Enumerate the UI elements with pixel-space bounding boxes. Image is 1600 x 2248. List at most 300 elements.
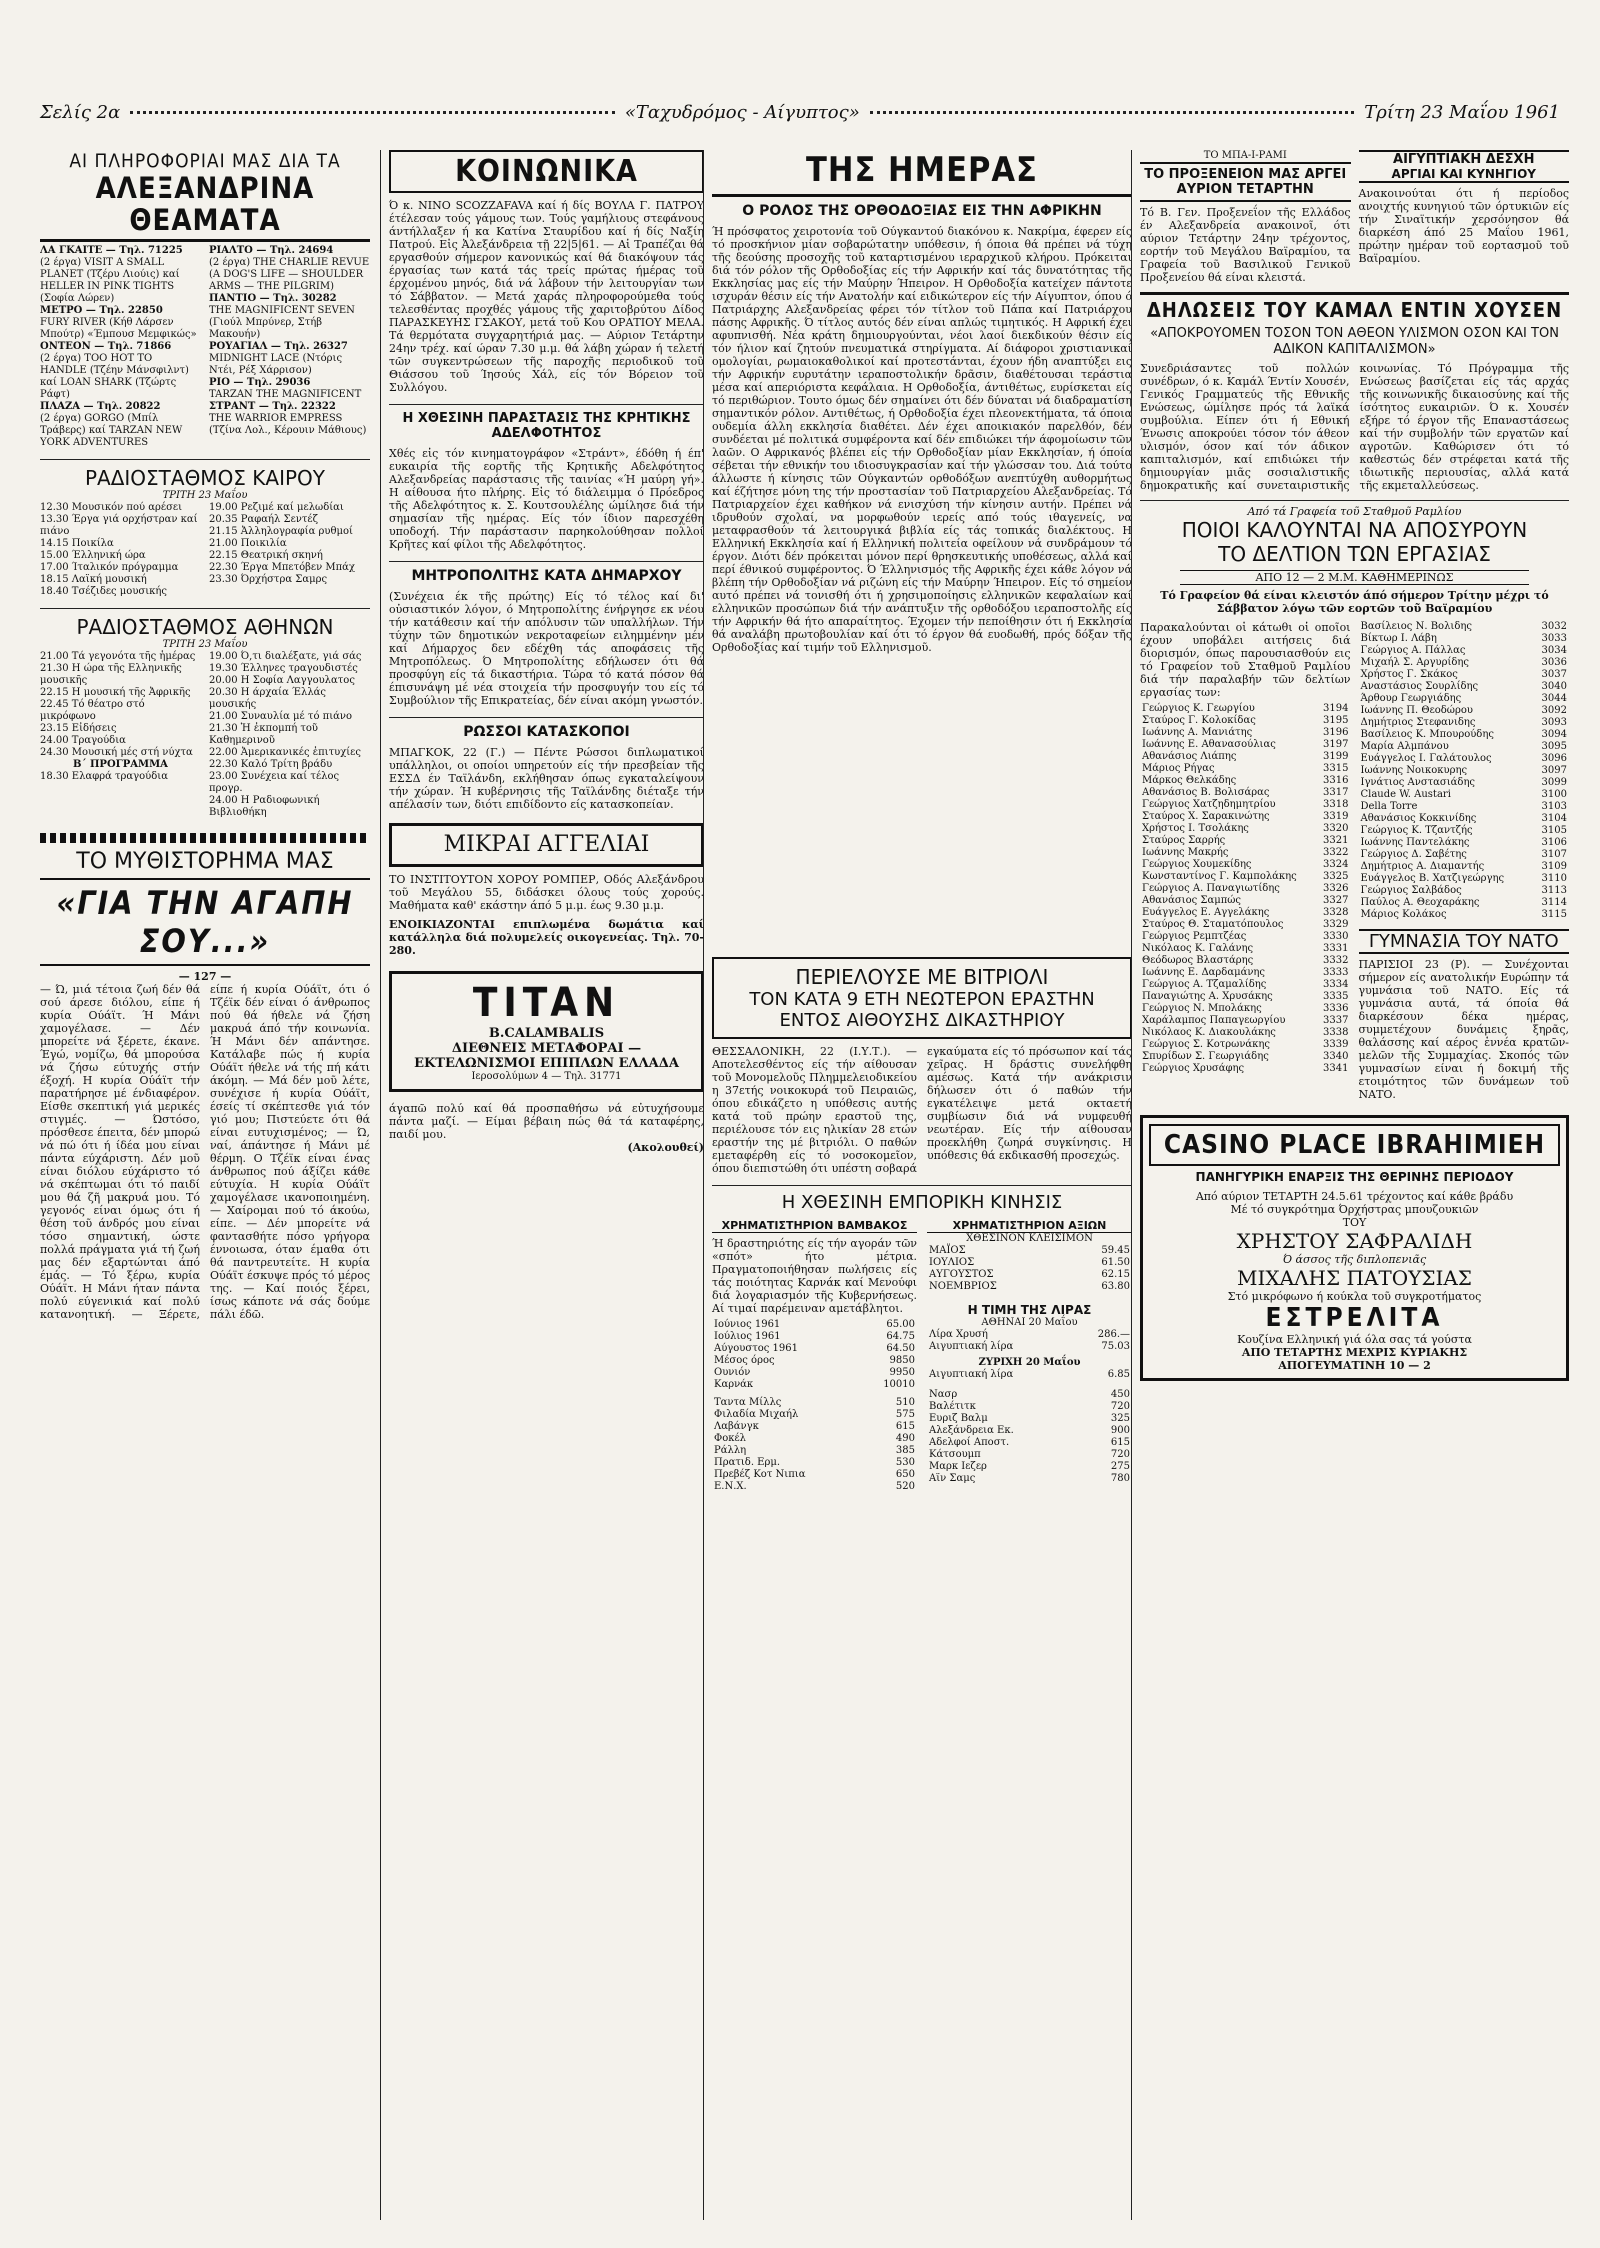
cinema-entry: (2 έργα) GORGO (Μπίλ Τράβερς) καί TARZAN NEW YORK ADVENTURES bbox=[40, 413, 183, 448]
page-number: Σελίς 2α bbox=[40, 101, 121, 123]
editorial-title: ΤΗΣ ΗΜΕΡΑΣ bbox=[712, 150, 1132, 197]
radio-slot: 14.15 Ποικίλα bbox=[40, 538, 114, 549]
number-cell: 3115 bbox=[1541, 909, 1567, 920]
cell: Ευριζ Βαλμ bbox=[929, 1413, 988, 1424]
table-row bbox=[712, 1379, 917, 1391]
cinema-entry: TARZAN THE MAGNIFICENT bbox=[209, 389, 362, 400]
table-row bbox=[1140, 943, 1351, 955]
table-row bbox=[1140, 787, 1351, 799]
name-cell: Γεώργιος Κ. Τζαντζής bbox=[1360, 825, 1473, 836]
table-row bbox=[712, 1355, 917, 1367]
novel-continued: (Ακολουθεί) bbox=[627, 1141, 704, 1154]
name-cell: Δημήτριος Α. Διαμαντής bbox=[1360, 861, 1485, 872]
sunday-title: Η ΧΘΕΣΙΝΗ ΠΑΡΑΣΤΑΣΙΣ ΤΗΣ ΚΡΗΤΙΚΗΣ ΑΔΕΛΦΟΤΗΤΟΣ bbox=[402, 411, 691, 441]
name-cell: Della Torre bbox=[1360, 801, 1418, 812]
cell: 720 bbox=[1110, 1449, 1130, 1460]
radio-cairo-date: ΤΡΙΤΗ 23 Μαΐου bbox=[162, 490, 248, 501]
cell: Καρνάκ bbox=[714, 1379, 754, 1390]
column-announcements bbox=[1131, 150, 1569, 2220]
number-cell: 3329 bbox=[1323, 919, 1349, 930]
table-row bbox=[712, 1469, 917, 1481]
name-cell: Γεώργιος Ρεμπτζέας bbox=[1142, 931, 1247, 942]
novel-closing-text: άγαπῶ πολύ καί θά προσπαθήσω νά εὐτυχήσουμε πάντα μαζί. — Είμαι βέβαιη πώς θά τά καταφέρης, παιδί μου. bbox=[389, 1102, 704, 1141]
radio-list-right bbox=[209, 651, 370, 819]
column-social bbox=[380, 150, 704, 2220]
stocks-title: ΧΡΗΜΑΤΙΣΤΗΡΙΟΝ ΑΞΙΩΝ bbox=[927, 1219, 1132, 1233]
table-row bbox=[712, 1367, 917, 1379]
rail-office: Από τά Γραφεία τοῦ Σταθμοῦ Ραμλίου bbox=[1247, 505, 1462, 518]
table-row bbox=[1140, 895, 1351, 907]
table-row bbox=[1359, 645, 1570, 657]
titan-address: Ιεροσολύμων 4 — Τηλ. 31771 bbox=[471, 1071, 622, 1082]
cell: 9950 bbox=[889, 1367, 915, 1378]
table-row bbox=[1140, 811, 1351, 823]
cell: Μέσος όρος bbox=[714, 1355, 775, 1366]
cell: ΑΥΓΟΥΣΤΟΣ bbox=[929, 1269, 994, 1280]
radio-slot: 21.30 Ἡ ἐκπομπή τοῦ Καθημερινοῦ bbox=[209, 723, 318, 746]
cell: 62.15 bbox=[1101, 1269, 1130, 1280]
radio-slot: 15.00 Έλληνική ώρα bbox=[40, 550, 146, 561]
cinema-entry: THE MAGNIFICENT SEVEN (Γιούλ Μπρύνερ, Στήβ Μακουήν) bbox=[209, 305, 355, 340]
name-cell: Σταύρος Σαρρής bbox=[1142, 835, 1226, 846]
table-row bbox=[927, 1281, 1132, 1293]
info-title-1: ΑΙ ΠΛΗΡΟΦΟΡΙΑΙ ΜΑΣ ΔΙΑ ΤΑ bbox=[69, 150, 341, 172]
name-cell: Ιγνάτιος Ανστασιάδης bbox=[1360, 777, 1476, 788]
table-row bbox=[1140, 919, 1351, 931]
cell: Βαλέτιτκ bbox=[929, 1401, 976, 1412]
cell: Πρατιδ. Ερμ. bbox=[714, 1457, 781, 1468]
name-cell: Άρθουρ Γεωργιάδης bbox=[1360, 693, 1462, 704]
cell: 650 bbox=[895, 1469, 915, 1480]
radio-list-left bbox=[40, 502, 201, 598]
radio-slot: 22.30 Έργα Μπετόβεν Μπάχ bbox=[209, 562, 355, 573]
casino-from: Από αύριον ΤΕΤΑΡΤΗ 24.5.61 τρέχοντος καί κάθε βράδυ bbox=[1195, 1190, 1514, 1203]
table-row bbox=[1359, 873, 1570, 885]
cell: 64.50 bbox=[886, 1343, 915, 1354]
name-cell: Γεώργιος Α. Τζαμαλίδης bbox=[1142, 979, 1267, 990]
name-cell: Σταύρος Γ. Κολοκίδας bbox=[1142, 715, 1256, 726]
kamal-title: ΔΗΛΩΣΕΙΣ ΤΟΥ ΚΑΜΑΛ ΕΝΤΙΝ ΧΟΥΣΕΝ bbox=[1146, 298, 1563, 322]
radio-cairo-schedule bbox=[40, 502, 370, 598]
table-row bbox=[1359, 621, 1570, 633]
radio-slot: 22.00 Ἀμερικανικές ἐπιτυχίες bbox=[209, 747, 361, 758]
table-row bbox=[927, 1257, 1132, 1269]
cell: 575 bbox=[895, 1409, 915, 1420]
masthead-dots bbox=[130, 111, 615, 114]
radio-slot: 19.00 Ρεζιμέ καί μελωδίαι bbox=[209, 502, 344, 513]
table-row bbox=[1140, 955, 1351, 967]
radio-athens-schedule bbox=[40, 651, 370, 819]
radio-slot: Β΄ ΠΡΟΓΡΑΜΜΑ bbox=[73, 759, 168, 770]
cinema-entry: ΠΑΝΤΙΟ — Τηλ. 30282 bbox=[209, 293, 337, 304]
table-row bbox=[1359, 777, 1570, 789]
cell: 10010 bbox=[883, 1379, 915, 1390]
table-row bbox=[1359, 765, 1570, 777]
name-cell: Ιωάννης Νοικοκυρης bbox=[1360, 765, 1468, 776]
table-row bbox=[1359, 669, 1570, 681]
radio-slot: 22.15 Θεατρική σκηνή bbox=[209, 550, 323, 561]
number-cell: 3103 bbox=[1541, 801, 1567, 812]
radio-slot: 20.30 Η άρχαία Έλλάς μουσικής bbox=[209, 687, 327, 710]
nato-text: ΠΑΡΙΣΙΟΙ 23 (Ρ). — Συνέχονται σήμερον είς ανατολικήν Ευρώπην τά γυμνάσια τοῦ ΝΑΤΟ. Είς τά γυμνάσια αυτά, τά όποία θά διαρκέσουν δέκα ημέρας, συμμετέχουν δυνάμεις ξηρᾶς, θαλάσσης καί αέρος ἑννέα κρατῶν-μελῶν τῆς Συμμαχίας. Σκοπός τῶν γυμνασίων είναι ή δοκιμή τῆς ετοιμότητος τῶν δυνάμεων τοῦ ΝΑΤΟ. bbox=[1358, 958, 1569, 1101]
titan-ad bbox=[389, 971, 704, 1092]
name-cell: Αναστάσιος Σουρλίδης bbox=[1360, 681, 1479, 692]
table-row bbox=[1140, 979, 1351, 991]
cell: Ουνιόν bbox=[714, 1367, 751, 1378]
table-row bbox=[1140, 1003, 1351, 1015]
vitriol-title-line: ΕΝΤΟΣ ΑΙΘΟΥΣΗΣ ΔΙΚΑΣΤΗΡΙΟΥ bbox=[779, 1010, 1065, 1031]
number-cell: 3032 bbox=[1541, 621, 1567, 632]
name-cell: Μάριος Ρήγας bbox=[1142, 763, 1215, 774]
radio-slot: 20.00 Η Σοφία Λαγγουλατος bbox=[209, 675, 355, 686]
name-cell: Ευάγγελος Β. Χατζιγεώργης bbox=[1360, 873, 1505, 884]
number-cell: 3099 bbox=[1541, 777, 1567, 788]
zurich-table bbox=[927, 1369, 1132, 1381]
table-row bbox=[712, 1445, 917, 1457]
cell: 59.45 bbox=[1101, 1245, 1130, 1256]
kamal-subtitle: «ΑΠΟΚΡΟΥΟΜΕΝ ΤΟΣΟΝ ΤΟΝ ΑΘΕΟΝ ΥΛΙΣΜΟΝ ΟΣΟΝ ΚΑΙ ΤΟΝ ΑΔΙΚΟΝ ΚΑΠΙΤΑΛΙΣΜΟΝ» bbox=[1150, 326, 1559, 357]
name-cell: Γεώργιος Α. Παναγιωτίδης bbox=[1142, 883, 1280, 894]
number-cell: 3106 bbox=[1541, 837, 1567, 848]
name-cell: Θεόδωρος Βλαστάρης bbox=[1142, 955, 1254, 966]
number-cell: 3113 bbox=[1541, 885, 1567, 896]
classified-ad: ΕΝΟΙΚΙΑΖΟΝΤΑΙ επιπλωμένα δωμάτια καί κατάλληλα διά πολυμελείς οικογενείας. Τηλ. 70-280. bbox=[389, 918, 704, 957]
table-row bbox=[927, 1329, 1132, 1341]
radio-list-left bbox=[40, 651, 201, 819]
cinema-entry: ΟΝΤΕΟΝ — Τηλ. 71866 bbox=[40, 341, 172, 352]
table-row bbox=[1140, 907, 1351, 919]
table-row bbox=[927, 1473, 1132, 1485]
table-row bbox=[1359, 753, 1570, 765]
number-cell: 3336 bbox=[1323, 1003, 1349, 1014]
number-cell: 3322 bbox=[1323, 847, 1349, 858]
name-cell: Ευάγγελος Ε. Αγγελάκης bbox=[1142, 907, 1270, 918]
radio-slot: 18.30 Ελαφρά τραγούδια bbox=[40, 771, 168, 782]
cell: ΜΑΪΟΣ bbox=[929, 1245, 966, 1256]
table-row bbox=[1140, 1063, 1351, 1075]
cell: 65.00 bbox=[886, 1319, 915, 1330]
consulate-notice bbox=[1140, 150, 1351, 284]
cinema-list-left bbox=[40, 245, 201, 449]
cell: Αλεξάνδρεια Εκ. bbox=[929, 1425, 1014, 1436]
radio-slot: 23.15 Εἰδήσεις bbox=[40, 723, 117, 734]
number-cell: 3338 bbox=[1323, 1027, 1349, 1038]
table-row bbox=[1359, 897, 1570, 909]
editorial-text: Ή πρόσφατος χειροτονία τοῦ Ούγκαντού διακόνου κ. Νακρίμα, έφερεν είς τό προσκήνιον μίαν σοβαρώτατην υπόθεσιν, ή όποια θά πρέπει νά τύχη τῆς δεούσης προσοχῆς τοῦ καταρτισμένου ιεραρχικοῦ κλήρου. Πρόκειται διά τόν ρόλον τῆς Ορθοδοξίας είς τήν Αφρικήν καί τάς δυνατότητας τῆς Εκκλησίας μας είς τήν Μαύρην Ήπειρον. Η Ορθοδοξία κατείχεν πάντοτε ισχυράν θέσιν είς τήν Ανατολήν καί ειδικώτερον είς τήν Αίγυπτον, όπου ό Πατριάρχης Αλεξανδρείας φέρει τόν τίτλον τοῦ Πάπα καί Πατριάρχου πάσης Αφρικῆς. Ό τίτλος αυτός δέν είναι απλώς τιμητικός. Η Αφρική έχει αφυπνισθή. Νέα κράτη δημιουργούνται, νέοι λαοί διεκδικούν θέσιν είς τόν ήλιον καί ζητούν πνευματικά στηρίγματα. Αί διάφοροι χριστιανικαί ομολογίαι, ρωμαιοκαθολικοί καί προτεστάνται, έχουν ήδη αναπτύξει εις τήν Αφρικήν ευρυτάτην ιεραποστολικήν δρᾶσιν, διαθέτουσαι τεράστια μέσα καί απεριόριστα κεφάλαια. Η Ορθοδοξία, άντιθέτως, ευρίσκεται είς τό περιθώριον. Τουτο όμως δέν σημαίνει ότι δέν δύναται νά διαδραματίση σημαντικόν ρόλον. Αντιθέτως, ή Ορθοδοξία έχει πλεονεκτήματα, τά όποια ουδεμία άλλη εκκλησία διαθέτει. Δέν έχει αποικιακόν παρελθόν, δέν συνδέεται μέ πολιτικά συμφέροντα καί δέν επιδιώκει τήν άφομοίωσιν τῶν λαῶν. Ο Αφρικανός βλέπει είς τήν Ορθοδοξίαν μίαν Εκκλησίαν, ή όποία σέβεται τήν εθνικήν του ιδιοσυγκρασίαν καί τήν γλώσσαν του. Διά τούτο άλλωστε ή κίνησις τῶν Ούγκαντών ορθοδόξων ανεπτύχθη αυθορμήτως καί έζήτησε μόνη της τήν προστασίαν τοῦ Πατριαρχείου Αλεξανδρείας. Τό Πατριαρχείον έχει καθήκον νά ενισχύση τήν κίνησιν αυτήν. Πρέπει νά ιδρυθούν σχολαί, να μορφωθούν ιερείς από τούς ιθαγενείς, να μεταφρασθούν τά λειτουργικά βιβλία είς τάς τοπικάς διαλέκτους. Η Ελληνική Εκκλησία καί ή Ελληνική πολιτεία οφείλουν νά συνδράμουν τό έργον. Διότι δέν πρόκειται μόνον περί θρησκευτικής υποθέσεως, αλλά καί περί έθνικού συμφέροντος. Ό Έλληνισμός τῆς Αφρικῆς έχει κάθε λόγον νά βλέπη τήν Ορθοδοξίαν νά ριζώνη είς τήν Μαύρην Ήπειρον. Είς τό σημείον αυτό πρέπει νά τονισθή ότι ή χρησιμοποίησις ελληνικῶν κεφαλαίων καί ελληνικῶν προσώπων διά τήν ανάπτυξιν τῆς ορθοδόξου ιεραποστολῆς είς τήν Αφρικήν θά ήτο απαραίτητος. Έχομεν τήν πεποίθησιν ότι ή Εκκλησία θά αναλάβη πρωτοβουλίαν καί ότι τό έργον θά ευοδωθή, πρός δόξαν τῆς Ορθοδοξίας καί τιμήν τοῦ Ελληνισμοῦ. bbox=[712, 225, 1132, 654]
name-cell: Ιωάννης Α. Μανιάτης bbox=[1142, 727, 1253, 738]
name-cell: Γεώργιος Δ. Σαβέτης bbox=[1360, 849, 1467, 860]
divider bbox=[40, 239, 370, 242]
name-cell: Παναγιώτης Α. Χρυσάκης bbox=[1142, 991, 1273, 1002]
cell: Λαβάνγκ bbox=[714, 1421, 759, 1432]
radio-slot: 21.00 Ποικιλία bbox=[209, 538, 287, 549]
name-cell: Χρήστος Γ. Σκάκος bbox=[1360, 669, 1458, 680]
number-cell: 3100 bbox=[1541, 789, 1567, 800]
rail-names-table bbox=[1359, 621, 1570, 921]
cell: ΝΟΕΜΒΡΙΟΣ bbox=[929, 1281, 997, 1292]
casino-kitchen: Κουζίνα Ελληνική γιά όλα σας τά γούστα bbox=[1237, 1333, 1472, 1346]
cotton-table bbox=[712, 1319, 917, 1391]
pound-subtitle: ΑΘΗΝΑΙ 20 Μαΐου bbox=[981, 1317, 1078, 1328]
classified-ad: ΤΟ ΙΝΣΤΙΤΟΥΤΟΝ ΧΟΡΟΥ ΡΟΜΠΕΡ, Οδός Αλεξάνδρου τοῦ Μεγάλου 55, διδάσκει όλους τούς χορούς. Μαθήματα καθ' εκάστην άπό 5 μ.μ. έως 9.30 μ.μ. bbox=[389, 873, 704, 912]
name-cell: Ιωάννης Π. Θεοδώρου bbox=[1360, 705, 1473, 716]
number-cell: 3339 bbox=[1323, 1039, 1349, 1050]
rail-list-right bbox=[1359, 621, 1570, 1101]
cinema-entry: ΡΙΑΛΤΟ — Τηλ. 24694 bbox=[209, 245, 334, 256]
classifieds-header bbox=[389, 823, 704, 867]
divider bbox=[40, 459, 370, 460]
name-cell: Γεώργιος Α. Πάλλας bbox=[1360, 645, 1466, 656]
column-of-the-day bbox=[703, 150, 1132, 2220]
table-row bbox=[927, 1401, 1132, 1413]
table-row bbox=[1359, 885, 1570, 897]
casino-matinee: ΑΠΟΓΕΥΜΑΤΙΝΗ 10 — 2 bbox=[1278, 1359, 1431, 1372]
table-row bbox=[1140, 967, 1351, 979]
number-cell: 3104 bbox=[1541, 813, 1567, 824]
cell: 530 bbox=[895, 1457, 915, 1468]
kamal-text: Συνεδριάσαντες τοῦ πολλών συνέδρων, ό κ. Καμάλ Έντίν Χουσέν, Γενικός Γραμματεύς τῆς Εθνικῆς Ενώσεως, ώμίλησε πρός τά λαϊκά συμβούλια. Είπεν ότι ή Εθνική Ένωσις αποκρούει τόσον τόν άθεον υλισμόν, όσον καί τόν άδικον καπιταλισμόν, καί επιδιώκει τήν δημιουργίαν μιᾶς σοσιαλιστικῆς δημοκρατικῆς καί συνεταιριστικῆς κοινωνίας. Τό Πρόγραμμα τῆς Ενώσεως βασίζεται είς τάς αρχάς τῆς κοινωνικῆς δικαιοσύνης καί τῆς ίσότητος ευκαιριῶν. Ό κ. Χουσέν εξήρε τό έργον τῆς Επαναστάσεως καί τήν συμβολήν τῶν εργατῶν καί αγροτῶν. Καθώρισεν ότι τό καθεστώς δέν στρέφεται κατά τῆς ιδιωτικῆς περιουσίας, αλλά κατά τῆς εκμεταλλεύσεως. bbox=[1140, 362, 1569, 492]
table-row bbox=[1140, 799, 1351, 811]
number-cell: 3319 bbox=[1323, 811, 1349, 822]
name-cell: Γεώργιος Σαλβάδος bbox=[1360, 885, 1462, 896]
number-cell: 3334 bbox=[1323, 979, 1349, 990]
table-row bbox=[1359, 633, 1570, 645]
radio-slot: 22.30 Καλό Τρίτη βράδυ bbox=[209, 759, 333, 770]
cell: 385 bbox=[895, 1445, 915, 1456]
cell: Αδελφοί Αποστ. bbox=[929, 1437, 1010, 1448]
name-cell: Νικόλαος Κ. Γαλάνης bbox=[1142, 943, 1254, 954]
cell: Ιούνιος 1961 bbox=[714, 1319, 781, 1330]
table-row bbox=[712, 1433, 917, 1445]
cell: 450 bbox=[1110, 1389, 1130, 1400]
vitriol-text: ΘΕΣΣΑΛΟΝΙΚΗ, 22 (Ι.Υ.Τ.). — Αποτελεσθέντος είς τήν αίθουσαν τοῦ Μονομελοῦς Πλημμελειοδικείου η 37ετής νοικοκυρά τοῦ Πειραιῶς, όπου εδικάζετο η υπόθεσις αυτής κατά τοῦ πρώην εραστοῦ της, περιέλουσε τόν εις ηλικίαν 28 ετών εραστήν της μέ βιτριόλι. Ο παθών εμεταφέρθη είς τό νοσοκομεῖον, όπου διεπιστώθη ότι υπέστη σοβαρά εγκαύματα είς τό πρόσωπον καί τάς χεῖρας. Η δράστις συνελήφθη αμέσως. Κατά τήν ανάκρισιν δήλωσεν ότι ό παθών τήν εγκατέλειψε μετά οκταετή συμβίωσιν διά νά νυμφευθή νεωτέραν. Είς τήν αίθουσαν προεκλήθη ζωηρά συγκίνησις. Η υπόθεσις θά εκδικασθή προσεχώς. bbox=[712, 1045, 1132, 1175]
name-cell: Γεώργιος Χουμεκίδης bbox=[1142, 859, 1252, 870]
metro-text: (Συνέχεια έκ τῆς πρώτης) Είς τό τέλος καί δι' οὐσιαστικόν λόγον, ό Μητροπολίτης ένήργησε εκ νέου τήν κατάθεσιν καί τήν απόλυσιν τῶν υπαλλήλων. Τήν τύχην τῶν δημοτικών νεκροταφείων ειλημμένην μέν καί Δήμαρχος δεν εδέχθη τάς αποφάσεις τῆς Μητροπόλεως. Ό Μητροπολίτης εδήλωσεν ότι θά προσφύγη είς τά δικαστήρια. Τώρα τό κατά πόσον θά έπισυνάψη μέ νέα στοιχεία τήν προσφυγήν του είς τό Συμβούλιον τῆς Επικρατείας, δέν είναι ακόμη γνωστόν. bbox=[389, 590, 704, 707]
name-cell: Αθανάσιος Λιάπης bbox=[1142, 751, 1237, 762]
number-cell: 3320 bbox=[1323, 823, 1349, 834]
number-cell: 3094 bbox=[1541, 729, 1567, 740]
commerce-title: Η ΧΘΕΣΙΝΗ ΕΜΠΟΡΙΚΗ ΚΙΝΗΣΙΣ bbox=[781, 1192, 1063, 1213]
cinema-entry: THE WARRIOR EMPRESS (Τζίνα Λολ., Κέρουιν Μάθιους) bbox=[209, 413, 367, 436]
number-cell: 3105 bbox=[1541, 825, 1567, 836]
cell: 615 bbox=[895, 1421, 915, 1432]
cotton-text: Ή δραστηριότης είς τήν αγοράν τῶν «σπότ» ήτο μέτρια. Πραγματοποιήθησαν πωλήσεις είς τάς ποιότητας Καρνάκ καί Μενούφι διά λογαριασμόν τῆς Κυβερνήσεως. Αί τιμαί παρέμειναν αμετάβλητοι. bbox=[712, 1237, 917, 1315]
table-row bbox=[927, 1245, 1132, 1257]
hunting-title: ΑΙΓΥΠΤΙΑΚΗ ΔΕΣΧΗ bbox=[1359, 150, 1570, 167]
name-cell: Δημήτριος Στεφανιδης bbox=[1360, 717, 1476, 728]
table-row bbox=[927, 1369, 1132, 1381]
table-row bbox=[712, 1397, 917, 1409]
table-row bbox=[1140, 739, 1351, 751]
number-cell: 3044 bbox=[1541, 693, 1567, 704]
rail-closed-note: Τό Γραφείον θά είναι κλειστόν άπό σήμερον Τρίτην μέχρι τό Σάββατον λόγω τῶν εορτῶν τοῦ Βαϊραμίου bbox=[1160, 589, 1549, 615]
number-cell: 3195 bbox=[1323, 715, 1349, 726]
cell: Ε.Ν.Χ. bbox=[714, 1481, 747, 1492]
table-row bbox=[712, 1319, 917, 1331]
table-row bbox=[1359, 705, 1570, 717]
nato-title: ΓΥΜΝΑΣΙΑ ΤΟΥ ΝΑΤΟ bbox=[1359, 929, 1570, 954]
cell: 75.03 bbox=[1101, 1341, 1130, 1352]
table-row bbox=[712, 1457, 917, 1469]
radio-slot: 22.45 Τό θέατρο στό μικρόφωνο bbox=[40, 699, 145, 722]
name-cell: Χρήστος Ι. Τσολάκης bbox=[1142, 823, 1249, 834]
rail-intro: Παρακαλούνται οἱ κάτωθι οἱ οποῖοι έχουν υποβάλει αιτήσεις διά διορισμόν, όπως παρουσιασθούν εις τό Γραφείον τοῦ Σταθμοῦ Ραμλίου διά τήν παραλαβήν τῶν δελτίων εργασίας των: bbox=[1140, 621, 1351, 699]
number-cell: 3324 bbox=[1323, 859, 1349, 870]
cell: 63.80 bbox=[1101, 1281, 1130, 1292]
table-row bbox=[1359, 801, 1570, 813]
cinema-entry: ΡΟΥΑΓΙΑΛ — Τηλ. 26327 bbox=[209, 341, 348, 352]
cell: 64.75 bbox=[886, 1331, 915, 1342]
novel-name: «ΓΙΑ ΤΗΝ ΑΓΑΠΗ ΣΟΥ...» bbox=[40, 878, 370, 966]
divider bbox=[1140, 500, 1569, 501]
table-row bbox=[1140, 715, 1351, 727]
table-row bbox=[1140, 823, 1351, 835]
number-cell: 3196 bbox=[1323, 727, 1349, 738]
column-entertainment bbox=[40, 150, 370, 2220]
table-row bbox=[1359, 849, 1570, 861]
consulate-title: ΤΟ ΠΡΟΞΕΝΕΙΟΝ ΜΑΣ ΑΡΓΕΙ ΑΥΡΙΟΝ ΤΕΤΑΡΤΗΝ bbox=[1140, 162, 1351, 202]
casino-singer-note: Στό μικρόφωνο ή κούκλα τοῦ συγκροτήματος bbox=[1227, 1290, 1482, 1303]
table-row bbox=[927, 1449, 1132, 1461]
number-cell: 3330 bbox=[1323, 931, 1349, 942]
name-cell: Αθανάσιος Σαμπώς bbox=[1142, 895, 1242, 906]
name-cell: Claude W. Austari bbox=[1360, 789, 1451, 800]
table-row bbox=[1140, 1015, 1351, 1027]
stock-exchange bbox=[927, 1219, 1132, 1493]
pound-table bbox=[927, 1329, 1132, 1353]
radio-slot: 18.40 Τσέζιδες μουσικής bbox=[40, 586, 167, 597]
name-cell: Γεώργιος Σ. Κοτρωνάκης bbox=[1142, 1039, 1271, 1050]
hunting-text: Ανακοινούται ότι ή περίοδος ανοιχτής κυνηγιού τῶν όρτυκιῶν είς τήν Σιναϊτικήν χερσόνησον θά διαρκέση άπό 25 Μαΐου 1961, πρώτην ημέραν τοῦ εορτασμοῦ τοῦ Βαϊραμίου. bbox=[1358, 187, 1569, 265]
name-cell: Βασίλειος Κ. Μπουρούδης bbox=[1360, 729, 1494, 740]
top-notices bbox=[1140, 150, 1569, 284]
name-cell: Μαρία Αλμπάνου bbox=[1360, 741, 1449, 752]
table-row bbox=[1140, 727, 1351, 739]
cinema-entry: ΡΙΟ — Τηλ. 29036 bbox=[209, 377, 311, 388]
cell: 510 bbox=[895, 1397, 915, 1408]
info-title-2: ΑΛΕΞΑΝΔΡΙΝΑ ΘΕΑΜΑΤΑ bbox=[95, 171, 315, 237]
radio-slot: 20.35 Ραφαήλ Σεντέζ bbox=[209, 514, 319, 525]
table-row bbox=[927, 1341, 1132, 1353]
casino-tou: ΤΟΥ bbox=[1342, 1216, 1367, 1229]
table-row bbox=[1140, 1039, 1351, 1051]
casino-artist: ΧΡΗΣΤΟΥ ΣΑΦΡΑΛΙΔΗ bbox=[1236, 1229, 1473, 1253]
zurich-title: ΖΥΡΙΧΗ 20 Μαΐου bbox=[978, 1357, 1081, 1368]
cell: Αιγυπτιακή λίρα bbox=[929, 1369, 1014, 1380]
radio-slot: 17.00 Ίταλικόν πρόγραμμα bbox=[40, 562, 179, 573]
radio-slot: 18.15 Λαϊκή μουσική bbox=[40, 574, 147, 585]
number-cell: 3337 bbox=[1323, 1015, 1349, 1026]
number-cell: 3095 bbox=[1541, 741, 1567, 752]
divider bbox=[712, 1185, 1132, 1186]
novel-installment: — 127 — bbox=[178, 970, 232, 983]
cinema-entry: ΠΛΑΖΑ — Τηλ. 20822 bbox=[40, 401, 161, 412]
commerce-tables bbox=[712, 1219, 1132, 1493]
table-row bbox=[1140, 1027, 1351, 1039]
cell: Ιούλιος 1961 bbox=[714, 1331, 781, 1342]
cinema-entry: MIDNIGHT LACE (Ντόρις Ντέι, Ρέξ Χάρρισον) bbox=[209, 353, 343, 376]
number-cell: 3316 bbox=[1323, 775, 1349, 786]
table-row bbox=[1140, 1051, 1351, 1063]
table-row bbox=[1359, 789, 1570, 801]
name-cell: Σταύρος Χ. Σαρακινώτης bbox=[1142, 811, 1270, 822]
cotton-title: ΧΡΗΜΑΤΙΣΤΗΡΙΟΝ ΒΑΜΒΑΚΟΣ bbox=[712, 1219, 917, 1233]
spies-text: ΜΠΑΓΚΟΚ, 22 (Γ.) — Πέντε Ρώσσοι διπλωματικοί υπάλληλοι, οι οποίοι υπηρετούν είς τήν πρεσβείαν τῆς ΕΣΣΔ έν Ταϊλάνδη, εκλήθησαν όπως εγκαταλείψουν τήν χώραν. Ή κυβέρνησις τῆς Ταϊλάνδης διέταξε τήν απέλασίν των, διότι επιδίδοντο είς κατασκοπείαν. bbox=[389, 746, 704, 811]
number-cell: 3321 bbox=[1323, 835, 1349, 846]
vitriol-headline bbox=[712, 957, 1132, 1039]
radio-slot: 12.30 Μουσικόν πού αρέσει bbox=[40, 502, 183, 513]
cinema-entry: ΜΕΤΡΟ — Τηλ. 22850 bbox=[40, 305, 163, 316]
name-cell: Νικόλαος Κ. Διακουλάκης bbox=[1142, 1027, 1276, 1038]
issue-date: Τρίτη 23 Μαΐου 1961 bbox=[1364, 101, 1560, 123]
rail-lists bbox=[1140, 621, 1569, 1101]
radio-slot: 24.30 Μουσική μές στή νύχτα bbox=[40, 747, 193, 758]
cell: Πρεβέζ Κοτ Νιπια bbox=[714, 1469, 806, 1480]
divider bbox=[40, 608, 370, 609]
table-row bbox=[712, 1331, 917, 1343]
name-cell: Χαράλαμπος Παπαγεωργίου bbox=[1142, 1015, 1286, 1026]
casino-title: CASINO PLACE IBRAHIMIEH bbox=[1149, 1124, 1560, 1166]
divider bbox=[1140, 292, 1569, 295]
table-row bbox=[1359, 813, 1570, 825]
name-cell: Ιωάννης Μακρής bbox=[1142, 847, 1229, 858]
cell: 520 bbox=[895, 1481, 915, 1492]
casino-star: ΕΣΤΡΕΛΙΤΑ bbox=[1265, 1303, 1444, 1333]
number-cell: 3340 bbox=[1323, 1051, 1349, 1062]
table-row bbox=[927, 1437, 1132, 1449]
sunday-text: Χθές εἰς τόν κινηματογράφον «Στράντ», έδόθη ή έπ' ευκαιρία τῆς εορτῆς τῆς Κρητικῆς Αδελφότητος Αλεξανδρείας παράστασις τῆς ταινίας «Ή μαύρη γή». Η αίθουσα ήτο πλήρης. Εἰς τό διάλειμμα ό Πρόεδρος τῆς Αδελφότητος κ. Σ. Κουτσουλέλης ώμίλησε διά τήν σημασίαν τῆς ημέρας. Είς τόν ίδιον παρεσχέθη υποδοχή. Τήν παράστασιν παρηκολούθησαν πολλοί Κρῆτες καί φίλοι τῆς Αδελφότητος. bbox=[389, 447, 704, 551]
cinema-entry: (2 έργα) VISIT A SMALL PLANET (Τζέρυ Λιούις) καί HELLER IN PINK TIGHTS (Σοφία Λώρεν) bbox=[40, 257, 180, 304]
radio-athens-date: ΤΡΙΤΗ 23 Μαΐου bbox=[162, 639, 248, 650]
name-cell: Γεώργιος Κ. Γεωργίου bbox=[1142, 703, 1255, 714]
rail-hours: ΑΠΟ 12 — 2 Μ.Μ. ΚΑΘΗΜΕΡΙΝΩΣ bbox=[1180, 570, 1529, 585]
pound-title: Η ΤΙΜΗ ΤΗΣ ΛΙΡΑΣ bbox=[967, 1303, 1092, 1317]
number-cell: 3107 bbox=[1541, 849, 1567, 860]
social-text: Ό κ. ΝΙΝΟ SCOZZAFAVA καί ή δίς ΒΟΥΛΑ Γ. ΠΑΤΡΟΥ έτέλεσαν τούς γάμους των. Τούς γαμήλιους στεφάνους άντήλλαξεν ή κα Κατίνα Σταυρίδου καί ή δίς Ναξίη Πατρού. Εἰς Ἀλεξάνδρεια τῇ 22|5|61. — Αἱ Τραπέζαι θά εργασθούν σήμερον κανονικώς καί θά διακόψουν τάς έργασίας των κατά τάς τρείς πρώτας ήμέρας τοῦ έρχομένου μηνός, διά νά λάβουν τήν λειτουργίαν των τό Σάββατον. — Μετά χαράς πληροφορούμεθα τούς τελεσθέντας προχθές γάμους τῆς χαριτοβρύτου Δίδος ΠΑΡΑΣΚΕΥΗΣ ΓΣΑΚΟΥ, μετά τοῦ Κου ΟΡΑΤΙΟΥ ΜΕΛΑ. Τά θερμότατα συγχαρητήριά μας. — Αύριον Τετάρτην 24ην τρέχ. καί ώραν 7.30 μ.μ. θά λάβη χώραν ή τελετή τῶν συγκεντρώσεων τῆς παροχῆς περιοδικοῦ τοῦ Θιάσσου τοῦ Ίησούς Χάλ, είς τόν Βόρειον τοῦ Συλλόγου. bbox=[389, 199, 704, 394]
table-row bbox=[712, 1409, 917, 1421]
cinema-listings bbox=[40, 245, 370, 449]
divider bbox=[389, 561, 704, 562]
casino-dates: ΑΠΟ ΤΕΤΑΡΤΗΣ ΜΕΧΡΙΣ ΚΥΡΙΑΚΗΣ bbox=[1241, 1346, 1468, 1359]
table-row bbox=[1140, 991, 1351, 1003]
cell: 615 bbox=[1110, 1437, 1130, 1448]
number-cell: 3317 bbox=[1323, 787, 1349, 798]
cell: Λίρα Χρυσή bbox=[929, 1329, 988, 1340]
name-cell: Ιωάννης Παντελάκης bbox=[1360, 837, 1470, 848]
vitriol-title-line: ΤΟΝ ΚΑΤΑ 9 ΕΤΗ ΝΕΩΤΕΡΟΝ ΕΡΑΣΤΗΝ bbox=[749, 989, 1095, 1010]
social-title: ΚΟΙΝΩΝΙΚΑ bbox=[389, 150, 704, 193]
name-cell: Γεώργιος Χατζηδημητρίου bbox=[1142, 799, 1276, 810]
number-cell: 3197 bbox=[1323, 739, 1349, 750]
titan-services: ΔΙΕΘΝΕΙΣ ΜΕΤΑΦΟΡΑΙ — ΕΚΤΕΛΩΝΙΣΜΟΙ ΕΠΙΠΛΩΝ ΕΛΛΑΔΑ bbox=[414, 1041, 679, 1071]
number-cell: 3114 bbox=[1541, 897, 1567, 908]
table-row bbox=[1140, 871, 1351, 883]
name-cell: Αθανάσιος Κοκκινίδης bbox=[1360, 813, 1477, 824]
number-cell: 3335 bbox=[1323, 991, 1349, 1002]
cell: Αύγουστος 1961 bbox=[714, 1343, 798, 1354]
radio-athens-title: ΡΑΔΙΟΣΤΑΘΜΟΣ ΑΘΗΝΩΝ bbox=[76, 615, 334, 639]
name-cell: Γεώργιος Χρυσάφης bbox=[1142, 1063, 1245, 1074]
titan-logo: TITAN bbox=[472, 980, 621, 1026]
radio-slot: 21.30 Η ώρα τῆς Ελληνικῆς μουσικῆς bbox=[40, 663, 182, 686]
vitriol-title-line: ΠΕΡΙΕΛΟΥΣΕ ΜΕ ΒΙΤΡΙΟΛΙ bbox=[795, 965, 1049, 989]
number-cell: 3331 bbox=[1323, 943, 1349, 954]
number-cell: 3034 bbox=[1541, 645, 1567, 656]
radio-slot: 22.15 Η μουσική τῆς Ἀφρικῆς bbox=[40, 687, 191, 698]
cinema-entry: ΣΤΡΑΝΤ — Τηλ. 22322 bbox=[209, 401, 336, 412]
number-cell: 3110 bbox=[1541, 873, 1567, 884]
table-row bbox=[1359, 861, 1570, 873]
